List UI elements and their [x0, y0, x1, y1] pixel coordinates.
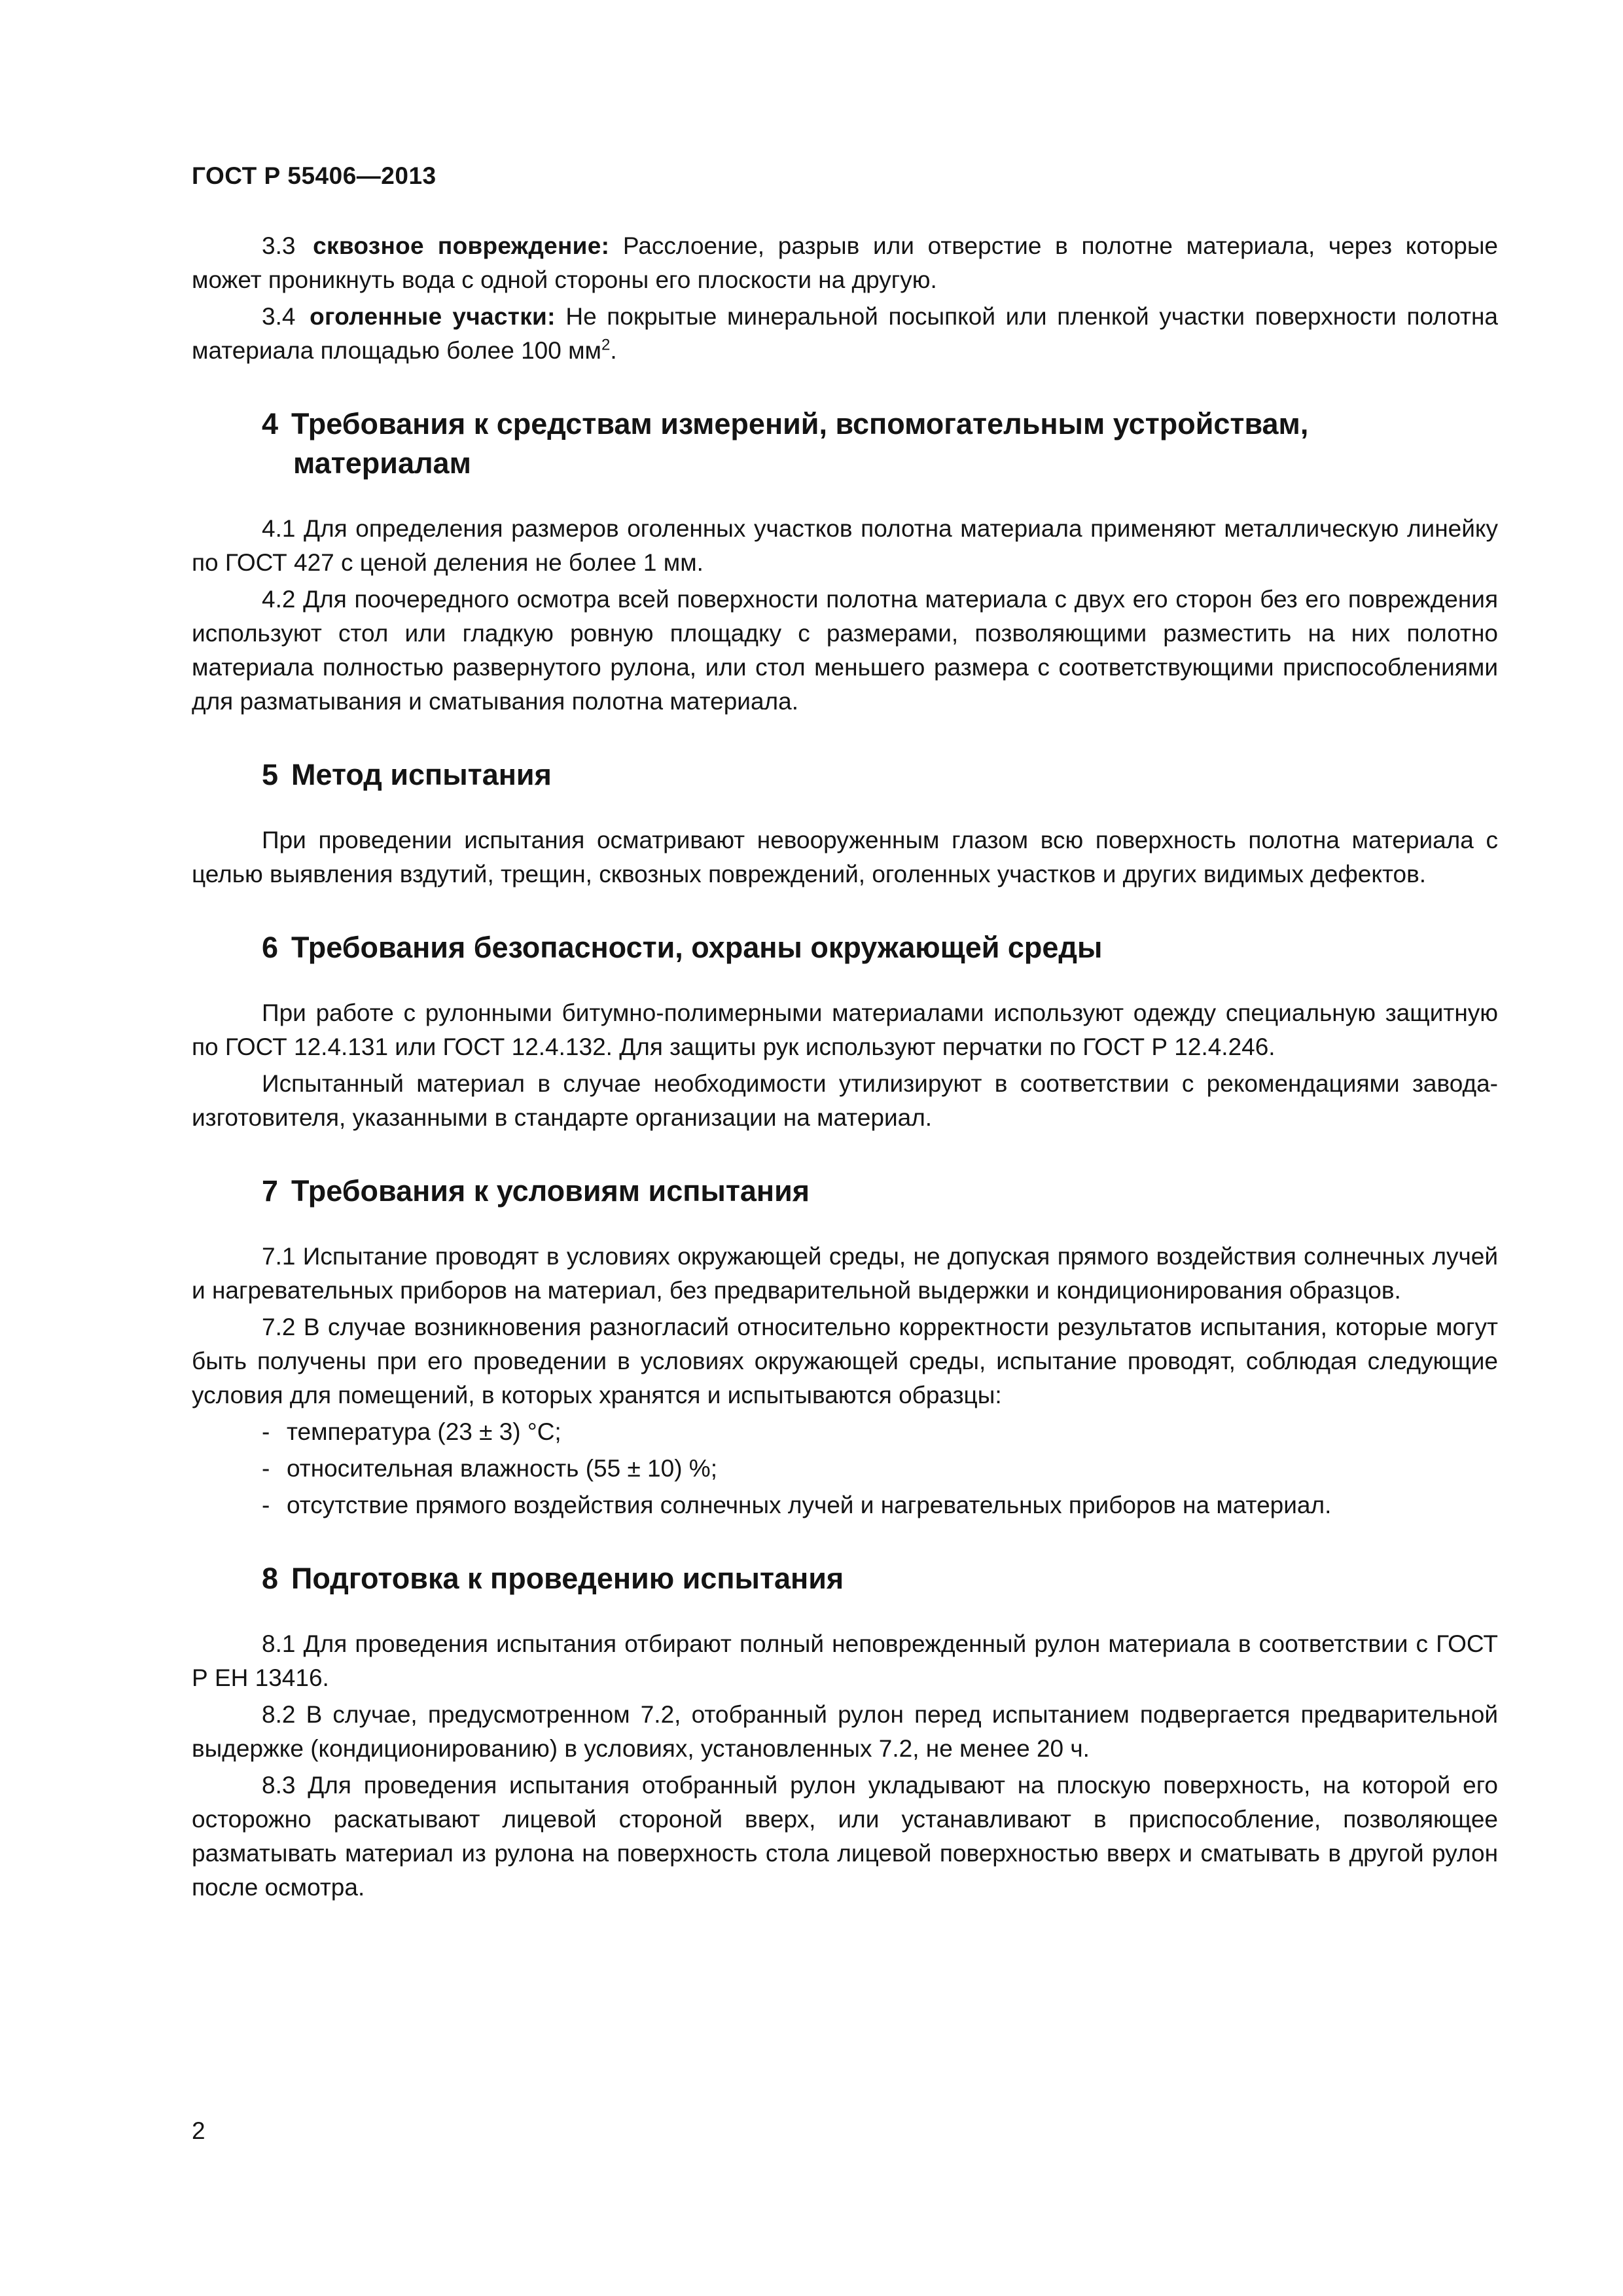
list-item-text: относительная влажность (55 ± 10) %;	[287, 1455, 717, 1482]
list-item-text: отсутствие прямого воздействия солнечных лучей и нагревательных приборов на материал.	[287, 1492, 1332, 1518]
section-7-heading	[192, 1172, 1498, 1211]
definition-text: Расслоение, разрыв или отверстие в полотне материала, через которые может проникнуть вода с одной стороны его плоскости на другую.	[192, 232, 1499, 293]
list-item-text: температура (23 ± 3) °С;	[287, 1418, 562, 1445]
section-8-heading	[192, 1559, 1498, 1598]
section-title: Метод испытания	[291, 758, 552, 791]
section-number: 4	[262, 407, 279, 440]
definition-3-4	[192, 300, 1498, 368]
clause-8-1: 8.1 Для проведения испытания отбирают полный неповрежденный рулон материала в соответствии с ГОСТ Р ЕН 13416.	[192, 1630, 1498, 1691]
definition-text: Не покрытые минеральной посыпкой или пленкой участки поверхности полотна материала площадью более 100 мм	[192, 303, 1498, 364]
section-number: 5	[262, 758, 279, 791]
section-4-heading	[192, 404, 1498, 483]
section-title: Требования безопасности, охраны окружающей среды	[291, 931, 1103, 964]
section-6-paragraph-2: Испытанный материал в случае необходимости утилизируют в соответствии с рекомендациями завода-изготовителя, указанными в стандарте организации на материал.	[192, 1070, 1498, 1131]
defined-term: сквозное повреждение:	[313, 232, 610, 259]
section-title: Требования к условиям испытания	[291, 1174, 810, 1208]
defined-term: оголенные участки:	[310, 303, 556, 330]
list-item	[192, 1488, 1498, 1522]
section-number: 7	[262, 1174, 279, 1208]
document-body	[192, 229, 1498, 1907]
section-number: 6	[262, 931, 279, 964]
document-code-header: ГОСТ Р 55406—2013	[192, 162, 437, 189]
list-dash: -	[262, 1418, 270, 1445]
clause-8-3: 8.3 Для проведения испытания отобранный рулон укладывают на плоскую поверхность, на которой его осторожно раскатывают лицевой стороной вверх, или устанавливают в приспособление, позволяющее разматывать материал из рулона на поверхность стола лицевой поверхностью вверх и сматывать в другой рулон после осмотра.	[192, 1772, 1498, 1901]
list-dash: -	[262, 1492, 270, 1518]
clause-number: 3.3	[262, 232, 296, 259]
section-5-heading	[192, 755, 1498, 795]
list-dash: -	[262, 1455, 270, 1482]
section-title-line1: Требования к средствам измерений, вспомогательным устройствам,	[291, 407, 1309, 440]
clause-7-2: 7.2 В случае возникновения разногласий относительно корректности результатов испытания, которые могут быть получены при его проведении в условиях окружающей среды, испытание проводят, соблюдая следующие условия для помещений, в которых хранятся и испытываются образцы:	[192, 1314, 1498, 1408]
list-item	[192, 1415, 1498, 1449]
clause-7-1: 7.1 Испытание проводят в условиях окружающей среды, не допуская прямого воздействия солнечных лучей и нагревательных приборов на материал, без предварительной выдержки и кондиционирования образцов.	[192, 1243, 1498, 1304]
list-item	[192, 1452, 1498, 1486]
section-6-paragraph-1: При работе с рулонными битумно-полимерными материалами используют одежду специальную защитную по ГОСТ 12.4.131 или ГОСТ 12.4.132. Для защиты рук используют перчатки по ГОСТ Р 12.4.246.	[192, 999, 1498, 1060]
section-title: Подготовка к проведению испытания	[291, 1562, 844, 1595]
clause-number: 3.4	[262, 303, 296, 330]
section-5-paragraph: При проведении испытания осматривают невооруженным глазом всю поверхность полотна материала с целью выявления вздутий, трещин, сквозных повреждений, оголенных участков и других видимых дефектов.	[192, 827, 1498, 888]
clause-4-1: 4.1 Для определения размеров оголенных участков полотна материала применяют металлическую линейку по ГОСТ 427 с ценой деления не более 1 мм.	[192, 515, 1498, 576]
clause-8-2: 8.2 В случае, предусмотренном 7.2, отобранный рулон перед испытанием подвергается предварительной выдержке (кондиционированию) в условиях, установленных 7.2, не менее 20 ч.	[192, 1701, 1498, 1762]
section-number: 8	[262, 1562, 279, 1595]
superscript: 2	[601, 336, 611, 354]
definition-tail: .	[610, 337, 617, 364]
clause-4-2: 4.2 Для поочередного осмотра всей поверхности полотна материала с двух его сторон без его повреждения используют стол или гладкую ровную площадку с размерами, позволяющими разместить на них полотно материала полностью развернутого рулона, или стол меньшего размера с соответствующими приспособлениями для разматывания и сматывания полотна материала.	[192, 586, 1498, 715]
definition-3-3	[192, 229, 1498, 297]
page-number: 2	[192, 2117, 205, 2144]
section-6-heading	[192, 928, 1498, 967]
section-title-line2: материалам	[293, 446, 471, 480]
